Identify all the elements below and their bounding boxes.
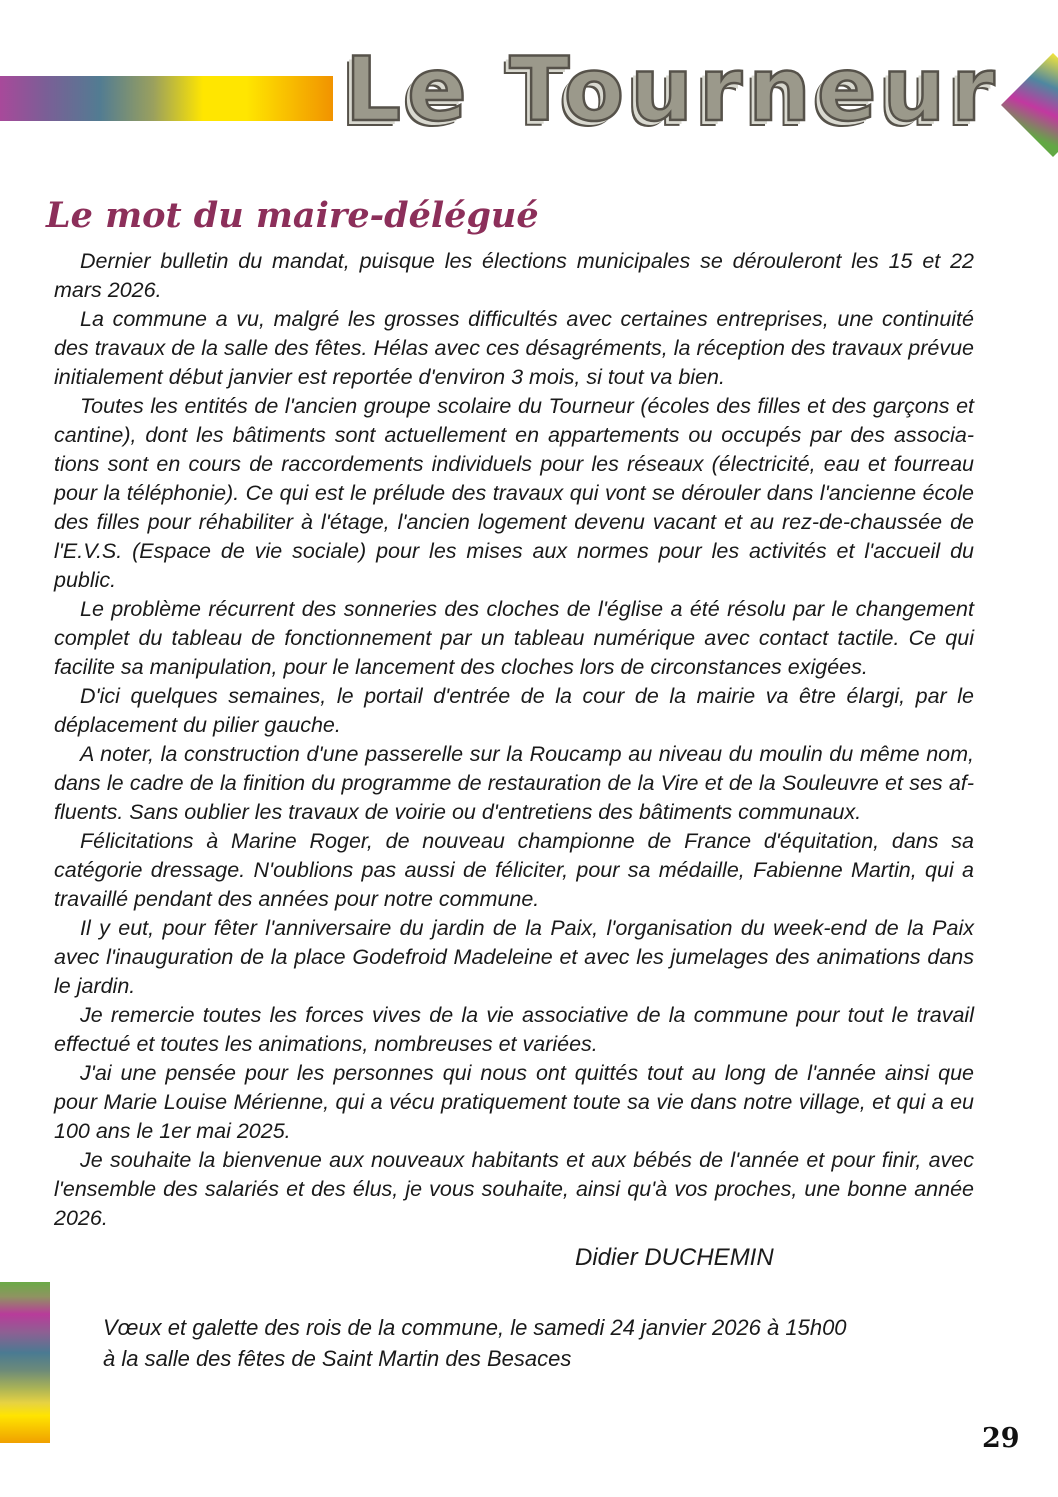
rainbow-diamond-icon [995, 40, 1058, 170]
paragraph: Félicitations à Marine Roger, de nouveau championne de France d'équitation, dans sa catégorie dressage. N'oublions pas aussi de féliciter, pour sa médaille, Fabienne Martin, qui a travaillé pendant des années pour notre commune. [54, 829, 974, 911]
paragraph: D'ici quelques semaines, le portail d'entrée de la cour de la mairie va être élargi, par le déplacement du pilier gauche. [54, 684, 974, 737]
paragraph: Toutes les entités de l'ancien groupe scolaire du Tourneur (écoles des filles et des garçons et cantine), dont les bâtiments sont actuellement en appartements ou occupés par des associations sont en cours de raccordements individuels pour les réseaux (électricité, eau et fourreau pour la téléphonie). Ce qui est le prélude des travaux qui vont se dérouler dans l'ancienne école des filles pour réhabiliter à l'étage, l'ancien logement devenu vacant et au rez-de-chaussée de l'E.V.S. (Espace de vie sociale) pour les mises aux normes pour les activités et l'accueil du public. [54, 394, 974, 592]
rainbow-diamond-svg [995, 40, 1058, 170]
signature: Didier DUCHEMIN [575, 1244, 774, 1271]
announcement-line-1: Vœux et galette des rois de la commune, le samedi 24 janvier 2026 à 15h00 [103, 1315, 847, 1340]
article-body [54, 247, 974, 1233]
page-number: 29 [982, 1423, 1020, 1454]
paragraph: A noter, la construction d'une passerelle sur la Roucamp au niveau du moulin du même nom, dans le cadre de la finition du programme de restauration de la Vire et de la Souleuvre et ses affluents. Sans oublier les travaux de voirie ou d'entretiens des bâtiments communaux. [54, 742, 974, 824]
paragraph: Je souhaite la bienvenue aux nouveaux habitants et aux bébés de l'année et pour finir, avec l'ensemble des salariés et des élus, je vous souhaite, ainsi qu'à vos proches, une bonne année 2026. [54, 1148, 974, 1230]
paragraph: J'ai une pensée pour les personnes qui nous ont quittés tout au long de l'année ainsi que pour Marie Louise Mérienne, qui a vécu pratiquement toute sa vie dans notre village, et qui a eu 100 ans le 1er mai 2025. [54, 1061, 974, 1143]
paragraph: Je remercie toutes les forces vives de la vie associative de la commune pour tout le travail effectué et toutes les animations, nombreuses et variées. [54, 1003, 974, 1056]
paragraph: Dernier bulletin du mandat, puisque les élections municipales se dérouleront les 15 et 22 mars 2026. [54, 249, 974, 302]
paragraph: Le problème récurrent des sonneries des cloches de l'église a été résolu par le changement complet du tableau de fonctionnement par un tableau numérique avec contact tactile. Ce qui facilite sa manipulation, pour le lancement des cloches lors de circonstances exigées. [54, 597, 974, 679]
header-rainbow-bar [0, 76, 333, 121]
footer-rainbow-bar [0, 1282, 50, 1443]
paragraph: Il y eut, pour fêter l'anniversaire du jardin de la Paix, l'organisation du week-end de la Paix avec l'inauguration de la place Godefroid Madeleine et avec les jumelages des animations dans le jardin. [54, 916, 974, 998]
announcement-line-2: à la salle des fêtes de Saint Martin des Besaces [103, 1346, 572, 1371]
paragraph: La commune a vu, malgré les grosses difficultés avec certaines entreprises, une continuité des travaux de la salle des fêtes. Hélas avec ces désagréments, la réception des travaux prévue initialement début janvier est reportée d'environ 3 mois, si tout va bien. [54, 307, 974, 389]
masthead-title: Le Tourneur [345, 38, 1001, 141]
section-heading: Le mot du maire-délégué [46, 195, 539, 236]
announcement [103, 1312, 847, 1374]
